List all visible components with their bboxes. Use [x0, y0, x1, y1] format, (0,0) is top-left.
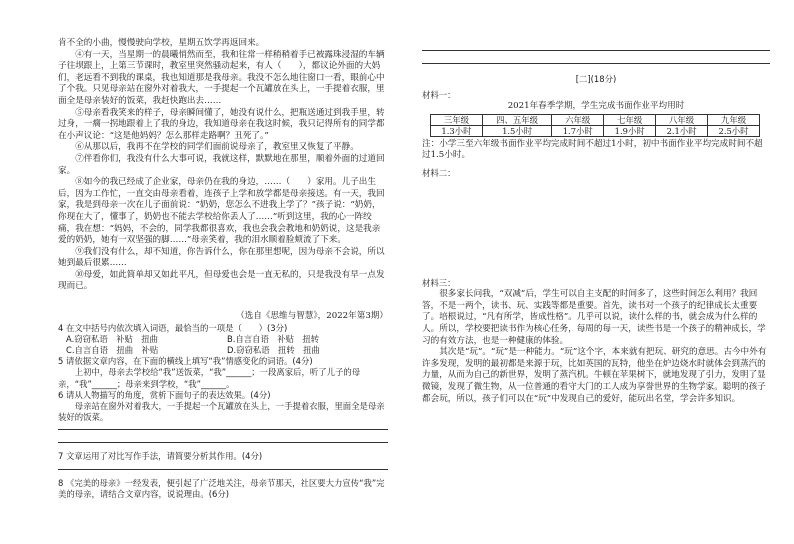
answer-lines[interactable] [58, 429, 388, 443]
top-divider [422, 50, 770, 51]
table-cell: 1.3小时 [431, 125, 483, 136]
table-header-cell: 七年级 [604, 114, 656, 125]
question-4 [58, 323, 388, 357]
reading-passage [58, 38, 388, 293]
material-1-label: 材料一： [422, 89, 456, 100]
question-4-options [58, 334, 388, 356]
passage-paragraph: ⑨我们没有什么，却不知道，你告诉什么，你在那里想呢，因为母亲不会说，所以她到最后很累…… [58, 246, 385, 269]
table-header-cell: 六年级 [552, 114, 604, 125]
option-a[interactable]: A.窃窃私语 补贴 扭曲 [66, 333, 158, 344]
material-2-label: 材料二： [422, 167, 456, 178]
table-header-cell: 九年级 [708, 114, 760, 125]
table-header-cell: 四、五年级 [482, 114, 551, 125]
question-6-prompt: 6 请从人物描写的角度，赏析下面句子的表达效果。(4分) [58, 389, 271, 400]
passage-paragraph: ⑥从那以后，我再不在学校的同学们面前说母亲了，教室里又恢复了平静。 [75, 142, 359, 153]
passage-paragraph: ⑤母亲看我笑来的样子，母亲瞬间懂了，她没有说什么，把瓶送通过到我手里，转过身，一瘸一拐地跟着上了我的身边，我知道母亲在我这时候，我只记得所有的同学都在小声议论：“这是他妈妈？怎么那样走路啊？丑死了。” [58, 107, 385, 141]
table-cell: 2.1小时 [656, 125, 708, 136]
table-cell: 1.9小时 [604, 125, 656, 136]
option-c[interactable]: C.自言自语 扭曲 补贴 [66, 345, 159, 356]
passage-paragraph: ⑦伴看你们，我没有什么大事可说，我就这样，默默地在那里，顺着外面的过道回家。 [58, 153, 385, 176]
option-d[interactable]: D.窃窃私语 扭转 扭曲 [227, 345, 320, 356]
answer-line [58, 469, 388, 470]
question-5-text: 上初中，母亲去学校给“我”送饭菜，“我”______；一段离家后，听了儿子的母亲，“我”______；母亲来到学校，“我”______。 [58, 367, 361, 389]
table-header-cell: 三年级 [431, 114, 483, 125]
table-cell: 1.7小时 [552, 125, 604, 136]
question-5-prompt: 5 请依据文章内容，在下面的横线上填写“我”情感变化的词语。(4分) [58, 356, 313, 367]
passage-source: （选自《思维与智慧》，2022年第3期） [236, 311, 388, 322]
option-b[interactable]: B.自言自语 补贴 扭转 [227, 333, 320, 344]
question-6 [58, 390, 388, 444]
question-8 [58, 478, 388, 500]
question-5 [58, 356, 388, 390]
left-column [58, 38, 388, 500]
table-note: 注：小学三至六年级书面作业平均完成时间不超过1小时，初中书面作业平均完成时间不超过1.5小时。 [422, 138, 763, 161]
question-7 [58, 451, 388, 469]
passage-paragraph: ④有一天，当星期一的晨曦悄然而至，我和往常一样稍稍着手已被露珠浸湿的车辆子往坝跟上，上第三节课时，教室里突然骚动起来，有人（ ），都议论外面的大妈们，老远看不到我的课桌，我也知道那是我母亲。我没不怎么地往窗口一看，眼前心中了个我。只见母亲站在窗外对着我大，一手提起一个瓦罐放在头上，一手提着衣服，里面全是母亲装好的饭菜，我赶快跑出去…… [58, 49, 385, 106]
question-6-text: 母亲站在窗外对着我大，一手提起一个瓦罐放在头上，一手提着衣服，里面全是母亲装好的饭菜。 [58, 401, 385, 423]
question-7-prompt: 7 文章运用了对比写作手法，请简要分析其作用。(4分) [58, 451, 263, 462]
passage-paragraph: ⑩母爱，如此简单却又如此平凡，但母爱也会是一直无私的，只是我没有早一点发现而已。 [58, 269, 385, 292]
section-title: [二](18分) [575, 74, 617, 84]
table-header-row [431, 114, 760, 125]
question-8-prompt: 8 《完美的母亲》一经发表，便引起了广泛地关注，母亲节那天，社区要大力宣传“我”完美的母亲，请结合文章内容，说说理由。(6分) [58, 477, 385, 499]
material-2-image-area [422, 180, 770, 278]
table-caption: 2021年春季学期，学生完成书面作业平均用时 [507, 101, 685, 112]
material-3-paragraph: 其次是“玩”。“玩”是一种能力。“玩”这个字，本来就有把玩、研究的意思。古今中外有许多发现，发明的最初都是来源于玩，比如英国的瓦特，他坐在炉边烧水时就体会到蒸汽的力量，从而为自己的新世界，发明了蒸汽机。牛顿在苹果树下，就地发现了引力，发明了显微镜，发现了微生物，从一位普通的看守大门的工人成为享誉世界的生物学家。聪明的孩子都会玩，所以，孩子们可以在“玩”中发现自己的爱好，能玩出名堂，学会许多知识。 [422, 347, 767, 404]
homework-time-table [430, 114, 760, 137]
table-cell: 2.5小时 [708, 125, 760, 136]
answer-lines[interactable] [58, 469, 388, 470]
passage-paragraph: 肯不全的小曲，慢慢驶向学校，星期五饮学再返回来。 [58, 38, 265, 48]
table-row [431, 125, 760, 136]
table-cell: 1.5小时 [482, 125, 551, 136]
answer-line [58, 429, 388, 430]
question-4-prompt: 4 在文中括号内依次填入词语，最恰当的一项是（ ）(3分) [58, 322, 288, 333]
material-3-label: 材料三： [422, 277, 456, 288]
material-3-paragraph: 很多家长问我，“双减”后，学生可以自主支配的时间多了，这些时间怎么利用？我回答，不是一两个，读书、玩、实践等都是重要。首先，读书对一个孩子的纪律成长太重要了。培根说过，“凡有所学，皆成性格”。几乎可以说，读什么样的书，就会成为什么样的人。所以，学校要把读书作为核心任务，每周的每一天，读些书是一个孩子的精神成长，学习的有效方法，也是一种健康的体验。 [422, 289, 766, 346]
answer-line [58, 442, 388, 443]
top-divider [422, 63, 770, 64]
table-header-cell: 八年级 [656, 114, 708, 125]
passage-paragraph: ⑧如今的我已经成了企业家，母亲仍在我的身边，……（ ）家用。儿子出生后，因为工作忙，一直交由母亲看着，连孩子上学和放学都是母亲接送。有一天，我回家，我是到母亲一次在儿子面前说：“奶奶，您怎么不进我上学了？”孩子说：“奶奶，你现在大了，懂事了，奶奶也不能去学校给你丢人了……”听到这里，我的心一阵绞痛，我在想：“妈妈，不会的，同学我都很喜欢，我也会我会教地和奶奶说，这是我亲爱的奶奶，她有一双坚强的脚……”母亲笑着，我的泪水顺着脸颊流了下来。 [58, 177, 385, 246]
right-column [422, 38, 770, 405]
